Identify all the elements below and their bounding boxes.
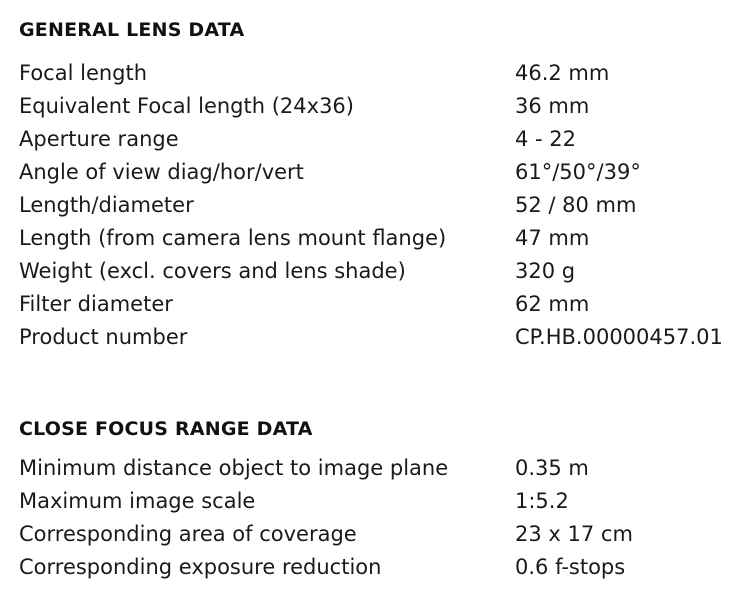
spec-label: Length (from camera lens mount flange) [19,226,447,250]
spec-row-focal-length [19,57,739,90]
spec-label: Corresponding exposure reduction [19,555,382,579]
spec-row-area-of-coverage [19,518,739,551]
spec-value: 36 mm [515,94,590,118]
spec-row-filter-diameter [19,288,739,321]
spec-row-length-from-flange [19,222,739,255]
spec-label: Minimum distance object to image plane [19,456,449,480]
spec-value: CP.HB.00000457.01 [515,325,723,349]
spec-row-angle-of-view [19,156,739,189]
spec-value: 0.35 m [515,456,589,480]
spec-row-maximum-image-scale [19,485,739,518]
section-title-close-focus-range-data: CLOSE FOCUS RANGE DATA [19,418,313,440]
spec-value: 52 / 80 mm [515,193,637,217]
spec-row-aperture-range [19,123,739,156]
spec-label: Corresponding area of coverage [19,522,357,546]
spec-label: Weight (excl. covers and lens shade) [19,259,406,283]
spec-label: Maximum image scale [19,489,256,513]
spec-label: Filter diameter [19,292,173,316]
spec-row-length-diameter [19,189,739,222]
spec-label: Product number [19,325,188,349]
spec-value: 4 - 22 [515,127,577,151]
section-title-general-lens-data: GENERAL LENS DATA [19,19,245,41]
spec-row-weight [19,255,739,288]
spec-label: Length/diameter [19,193,194,217]
spec-value: 47 mm [515,226,590,250]
spec-value: 0.6 f-stops [515,555,626,579]
spec-value: 1:5.2 [515,489,569,513]
spec-row-product-number [19,321,739,354]
spec-row-exposure-reduction [19,551,739,584]
spec-value: 320 g [515,259,576,283]
spec-row-minimum-distance [19,452,739,485]
spec-label: Focal length [19,61,148,85]
spec-label: Aperture range [19,127,179,151]
spec-value: 23 x 17 cm [515,522,633,546]
spec-value: 46.2 mm [515,61,610,85]
spec-label: Equivalent Focal length (24x36) [19,94,354,118]
general-lens-data-section [19,17,739,354]
spec-row-equivalent-focal-length [19,90,739,123]
spec-value: 62 mm [515,292,590,316]
close-focus-range-data-section [19,416,739,584]
spec-value: 61°/50°/39° [515,160,641,184]
spec-label: Angle of view diag/hor/vert [19,160,304,184]
